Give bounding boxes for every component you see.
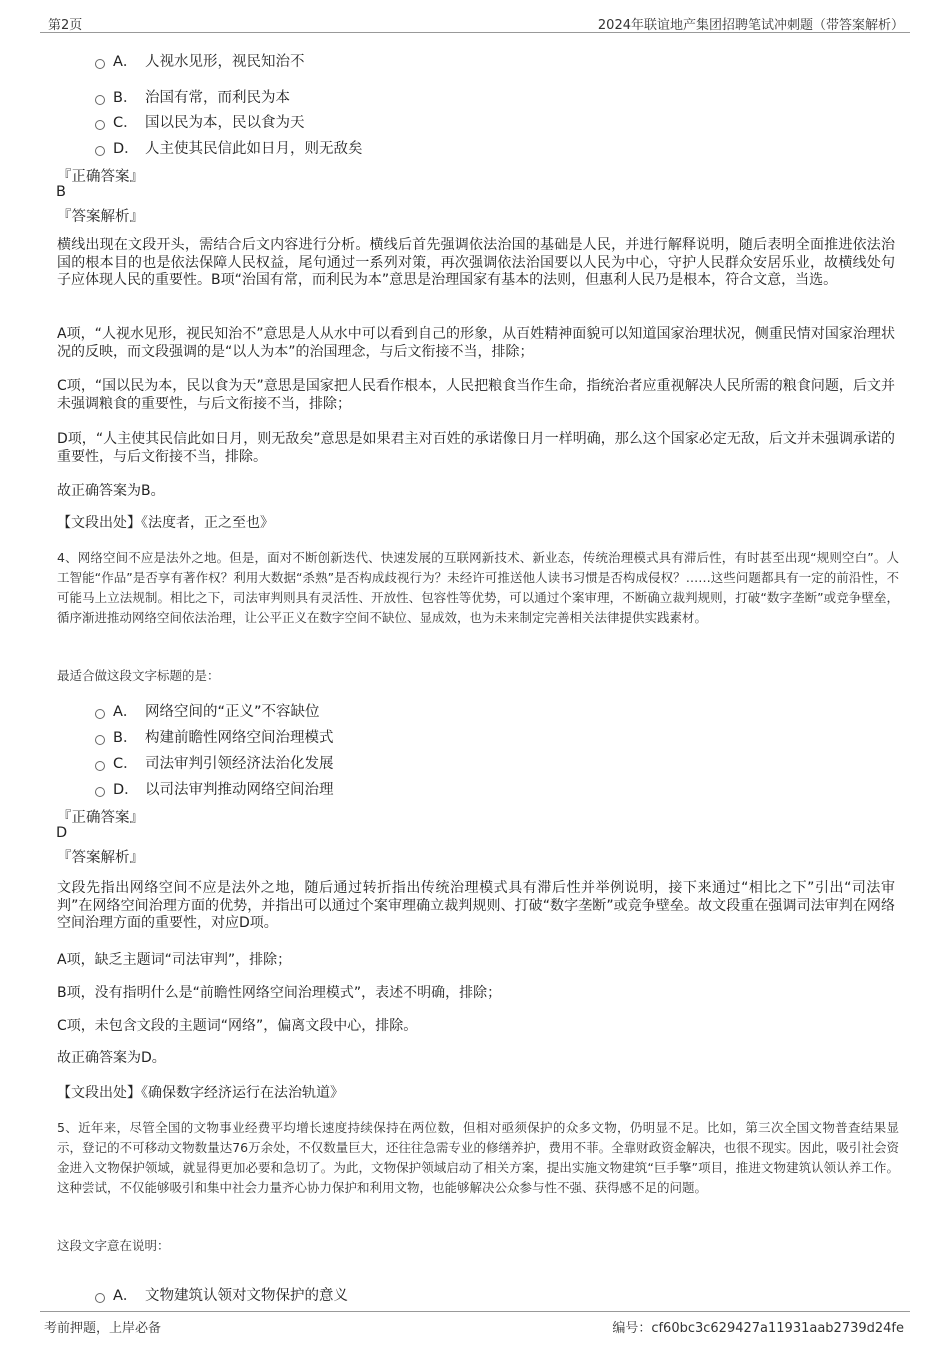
analysis-paragraph: C项，未包含文段的主题词“网络”，偏离文段中心，排除。	[57, 1018, 418, 1034]
radio-icon[interactable]	[95, 761, 105, 771]
answer-label: 『正确答案』	[57, 810, 144, 826]
option-b[interactable]: B． 构建前瞻性网络空间治理模式	[95, 726, 334, 747]
analysis-paragraph: 横线出现在文段开头，需结合后文内容进行分析。横线后首先强调依法治国的基础是人民，并进行解释说明，随后表明全面推进依法治国的根本目的也是依法保障人民权益，尾句通过一系列对策，再次强调依法治国要以人民为中心，守护人民群众安居乐业，故横线处句子应体现人民的重要性。B项“治国有常，而利民为本”意思是治理国家有基本的法则，但惠利人民乃是根本，符合文意，当选。	[57, 237, 895, 288]
radio-icon[interactable]	[95, 146, 105, 156]
answer-value: D	[56, 825, 68, 841]
page-footer	[40, 1311, 910, 1334]
page-header	[40, 10, 910, 33]
question-prompt: 这段文字意在说明：	[57, 1238, 170, 1253]
option-a[interactable]: A． 人视水见形，视民知治不	[95, 50, 305, 71]
option-c[interactable]: C． 司法审判引领经济法治化发展	[95, 752, 334, 773]
source-citation: 【文段出处】《确保数字经济运行在法治轨道》	[57, 1085, 344, 1101]
question-prompt: 最适合做这段文字标题的是：	[57, 668, 220, 683]
radio-icon[interactable]	[95, 787, 105, 797]
option-c[interactable]: C． 国以民为本，民以食为天	[95, 111, 305, 132]
analysis-paragraph: 文段先指出网络空间不应是法外之地，随后通过转折指出传统治理模式具有滞后性并举例说明，接下来通过“相比之下”引出“司法审判”在网络空间治理方面的优势，并指出可以通过个案审理确立裁判规则、打破“数字垄断”或竞争壁垒。故文段重在强调司法审判在网络空间治理方面的重要性，对应D项。	[57, 880, 895, 931]
page-number: 第2页	[48, 18, 83, 33]
radio-icon[interactable]	[95, 1293, 105, 1303]
document-code	[612, 1317, 904, 1336]
option-d[interactable]: D． 以司法审判推动网络空间治理	[95, 778, 334, 799]
radio-icon[interactable]	[95, 120, 105, 130]
radio-icon[interactable]	[95, 735, 105, 745]
document-title: 2024年联谊地产集团招聘笔试冲刺题（带答案解析）	[597, 18, 904, 33]
analysis-label: 『答案解析』	[57, 850, 144, 866]
radio-icon[interactable]	[95, 709, 105, 719]
analysis-paragraph: A项，“人视水见形，视民知治不”意思是人从水中可以看到自己的形象，从百姓精神面貌可以知道国家治理状况，侧重民情对国家治理状况的反映，而文段强调的是“以人为本”的治国理念，与后文衔接不当，排除；	[57, 326, 895, 360]
document-code-value: cf60bc3c629427a11931aab2739d24fe	[651, 1321, 904, 1336]
option-b[interactable]: B． 治国有常，而利民为本	[95, 86, 290, 107]
analysis-label: 『答案解析』	[57, 209, 144, 225]
analysis-conclusion: 故正确答案为D。	[57, 1050, 166, 1066]
option-a[interactable]: A． 文物建筑认领对文物保护的意义	[95, 1284, 348, 1305]
option-a[interactable]: A． 网络空间的“正义”不容缺位	[95, 700, 320, 721]
radio-icon[interactable]	[95, 95, 105, 105]
document-code-label: 编号：	[612, 1321, 652, 1336]
analysis-paragraph: C项，“国以民为本，民以食为天”意思是国家把人民看作根本，人民把粮食当作生命，指统治者应重视解决人民所需的粮食问题，后文并未强调粮食的重要性，与后文衔接不当，排除；	[57, 378, 895, 412]
option-d[interactable]: D． 人主使其民信此如日月，则无敌矣	[95, 137, 363, 158]
footer-slogan: 考前押题，上岸必备	[44, 1321, 162, 1336]
source-citation: 【文段出处】《法度者，正之至也》	[57, 515, 274, 531]
radio-icon[interactable]	[95, 59, 105, 69]
analysis-paragraph: A项，缺乏主题词“司法审判”，排除；	[57, 952, 292, 968]
answer-label: 『正确答案』	[57, 169, 144, 185]
question-stem: 5、近年来，尽管全国的文物事业经费平均增长速度持续保持在两位数，但相对亟须保护的众多文物，仍明显不足。比如，第三次全国文物普查结果显示，登记的不可移动文物数量达76万余处，不仅数量巨大，还往往急需专业的修缮养护，费用不菲。全靠财政资金解决，也很不现实。因此，吸引社会资金进入文物保护领域，就显得更加必要和急切了。为此，文物保护领域启动了相关方案，提出实施文物建筑“巨手擎”项目，推进文物建筑认领认养工作。这种尝试，不仅能够吸引和集中社会力量齐心协力保护和利用文物，也能够解决公众参与性不强、获得感不足的问题。	[57, 1120, 899, 1195]
answer-value: B	[56, 184, 66, 200]
analysis-conclusion: 故正确答案为B。	[57, 483, 165, 499]
analysis-paragraph: D项，“人主使其民信此如日月，则无敌矣”意思是如果君主对百姓的承诺像日月一样明确，那么这个国家必定无敌，后文并未强调承诺的重要性，与后文衔接不当，排除。	[57, 431, 895, 465]
analysis-paragraph: B项，没有指明什么是“前瞻性网络空间治理模式”，表述不明确，排除；	[57, 985, 502, 1001]
question-stem: 4、网络空间不应是法外之地。但是，面对不断创新迭代、快速发展的互联网新技术、新业态，传统治理模式具有滞后性，有时甚至出现“规则空白”。人工智能“作品”是否享有著作权？利用大数据“杀熟”是否构成歧视行为？未经许可推送他人读书习惯是否构成侵权？……这些问题都具有一定的前沿性，不可能马上立法规制。相比之下，司法审判则具有灵活性、开放性、包容性等优势，可以通过个案审理，不断确立裁判规则，打破“数字垄断”或竞争壁垒，循序渐进推动网络空间依法治理，让公平正义在数字空间不缺位、显成效，也为未来制定完善相关法律提供实践素材。	[57, 550, 899, 625]
